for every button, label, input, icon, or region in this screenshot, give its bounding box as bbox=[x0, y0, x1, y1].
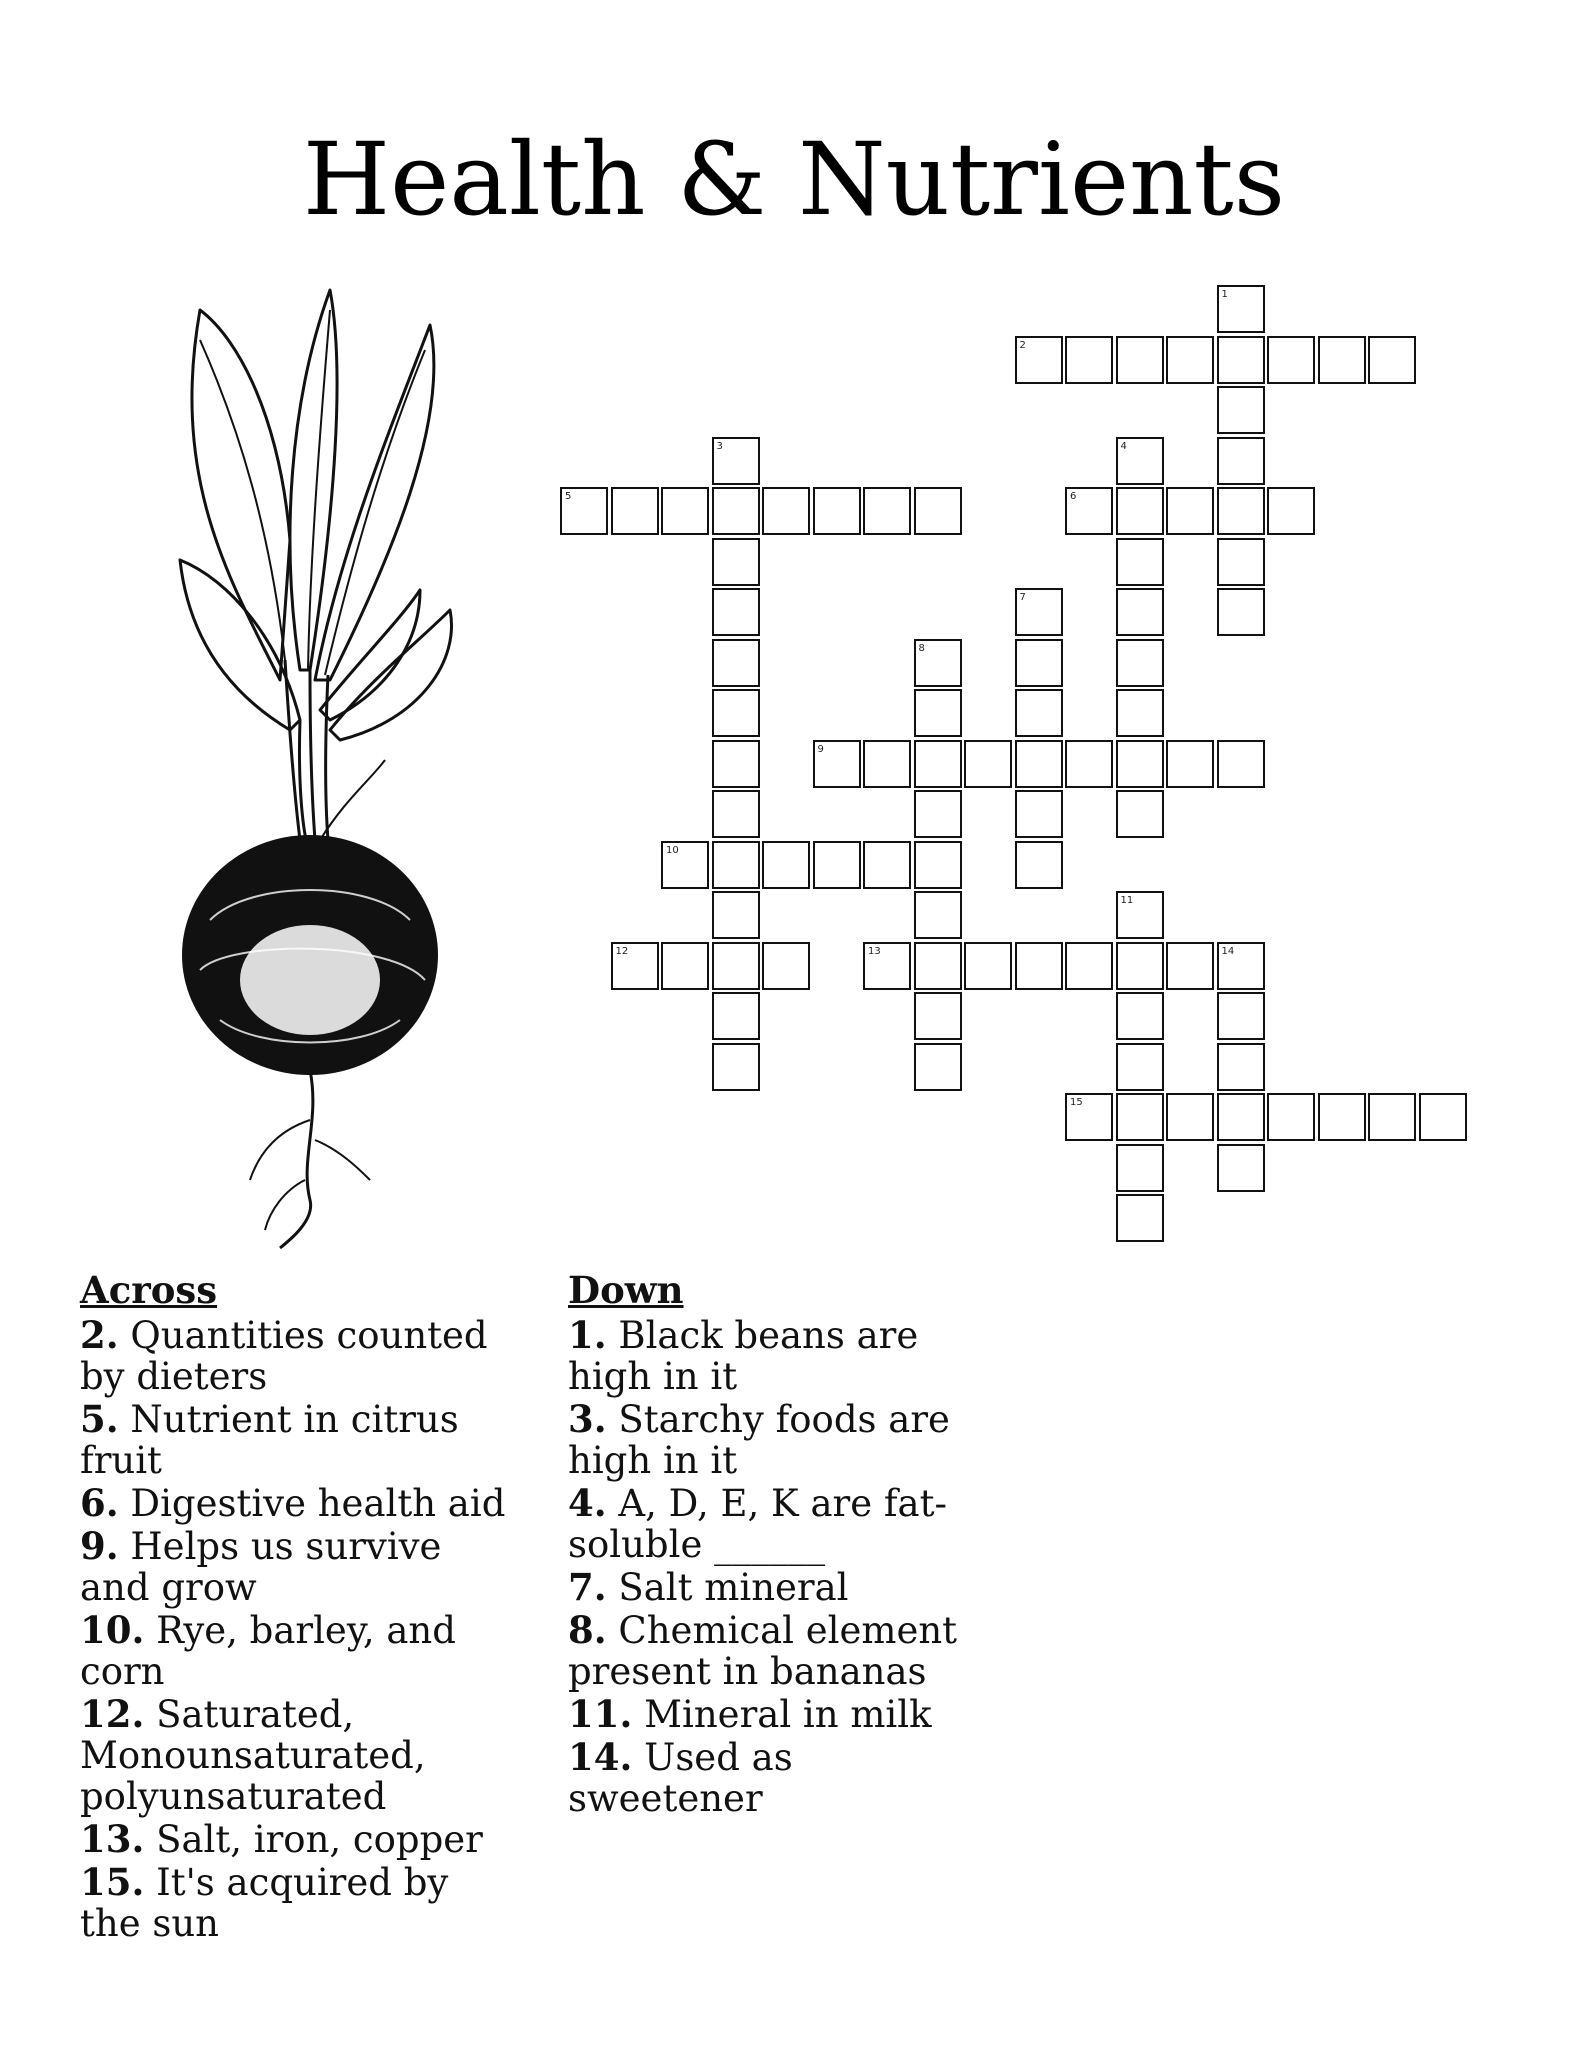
crossword-cell[interactable] bbox=[1065, 336, 1113, 384]
crossword-cell[interactable] bbox=[1217, 487, 1265, 535]
cell-number: 2 bbox=[1019, 339, 1026, 351]
crossword-cell[interactable] bbox=[1116, 538, 1164, 586]
crossword-cell[interactable] bbox=[1015, 841, 1063, 889]
across-clue bbox=[80, 1694, 510, 1817]
crossword-cell[interactable] bbox=[1116, 942, 1164, 990]
clue-number: 14. bbox=[568, 1735, 633, 1779]
crossword-cell[interactable] bbox=[1166, 336, 1214, 384]
crossword-cell[interactable] bbox=[1166, 1093, 1214, 1141]
crossword-cell[interactable] bbox=[762, 841, 810, 889]
clue-number: 5. bbox=[80, 1397, 119, 1441]
clue-number: 12. bbox=[80, 1692, 145, 1736]
cell-number: 9 bbox=[817, 743, 824, 755]
crossword-cell[interactable] bbox=[1318, 1093, 1366, 1141]
across-clue bbox=[80, 1862, 510, 1944]
across-clue bbox=[80, 1315, 510, 1397]
cell-number: 1 bbox=[1221, 289, 1228, 300]
crossword-cell[interactable] bbox=[712, 841, 760, 889]
clue-number: 13. bbox=[80, 1817, 145, 1861]
crossword-cell[interactable] bbox=[661, 942, 709, 990]
crossword-cell[interactable] bbox=[1217, 1144, 1265, 1192]
down-clue bbox=[568, 1567, 998, 1608]
clue-text: Quantities counted by dieters bbox=[80, 1314, 488, 1398]
clue-text: Starchy foods are high in it bbox=[568, 1398, 950, 1482]
clue-text: Saturated, Monounsaturated, polyunsaturated bbox=[80, 1693, 426, 1818]
clue-number: 4. bbox=[568, 1481, 607, 1525]
down-clue bbox=[568, 1737, 998, 1819]
across-clue bbox=[80, 1526, 510, 1608]
cell-number: 3 bbox=[716, 440, 723, 452]
down-clue bbox=[568, 1483, 998, 1565]
clue-text: Used as sweetener bbox=[568, 1736, 793, 1820]
crossword-cell[interactable] bbox=[712, 487, 760, 535]
beet-leaf bbox=[320, 590, 420, 720]
crossword-cell[interactable] bbox=[1368, 336, 1416, 384]
down-clue bbox=[568, 1610, 998, 1692]
crossword-cell[interactable] bbox=[1166, 740, 1214, 788]
crossword-cell[interactable] bbox=[1217, 588, 1265, 636]
crossword-cell[interactable] bbox=[914, 740, 962, 788]
crossword-cell[interactable] bbox=[1217, 437, 1265, 485]
crossword-cell[interactable] bbox=[914, 891, 962, 939]
clue-number: 7. bbox=[568, 1565, 607, 1609]
clue-text: Chemical element present in bananas bbox=[568, 1609, 958, 1693]
down-heading: Down bbox=[568, 1268, 684, 1312]
crossword-cell[interactable] bbox=[762, 487, 810, 535]
crossword-cell[interactable] bbox=[964, 740, 1012, 788]
clue-text: Nutrient in citrus fruit bbox=[80, 1398, 459, 1482]
crossword-cell[interactable] bbox=[1419, 1093, 1467, 1141]
cell-number: 4 bbox=[1120, 440, 1127, 452]
crossword-cell[interactable] bbox=[863, 740, 911, 788]
crossword-cell[interactable] bbox=[1065, 740, 1113, 788]
clue-number: 9. bbox=[80, 1524, 119, 1568]
clue-text: Digestive health aid bbox=[118, 1482, 506, 1525]
crossword-cell[interactable] bbox=[1368, 1093, 1416, 1141]
crossword-cell[interactable] bbox=[661, 487, 709, 535]
across-clue bbox=[80, 1399, 510, 1481]
crossword-grid bbox=[560, 285, 1500, 1245]
crossword-cell[interactable] bbox=[1015, 689, 1063, 737]
down-clue bbox=[568, 1694, 998, 1735]
page-title: Health & Nutrients bbox=[302, 121, 1286, 238]
crossword-cell[interactable] bbox=[914, 841, 962, 889]
crossword-cell[interactable] bbox=[1217, 1043, 1265, 1091]
across-clue bbox=[80, 1483, 510, 1524]
crossword-cell[interactable] bbox=[1116, 689, 1164, 737]
beet-leaf bbox=[192, 310, 290, 680]
crossword-cell[interactable] bbox=[1116, 740, 1164, 788]
cell-number: 11 bbox=[1120, 895, 1134, 906]
clue-number: 1. bbox=[568, 1313, 607, 1357]
clue-text: Salt, iron, copper bbox=[144, 1818, 483, 1861]
down-clue bbox=[568, 1399, 998, 1481]
crossword-cell[interactable] bbox=[1116, 1093, 1164, 1141]
crossword-cell[interactable] bbox=[813, 841, 861, 889]
crossword-cell[interactable] bbox=[914, 992, 962, 1040]
crossword-cell[interactable] bbox=[914, 790, 962, 838]
crossword-cell[interactable] bbox=[914, 1043, 962, 1091]
clue-text: It's acquired by the sun bbox=[80, 1861, 449, 1945]
clue-number: 10. bbox=[80, 1608, 145, 1652]
clue-text: Salt mineral bbox=[606, 1566, 849, 1609]
crossword-cell[interactable] bbox=[1217, 538, 1265, 586]
crossword-cell[interactable] bbox=[1015, 639, 1063, 687]
crossword-cell[interactable] bbox=[1116, 992, 1164, 1040]
crossword-cell[interactable] bbox=[1166, 487, 1214, 535]
cell-number: 5 bbox=[565, 491, 572, 502]
crossword-cell[interactable] bbox=[712, 740, 760, 788]
crossword-cell[interactable] bbox=[1318, 336, 1366, 384]
across-heading: Across bbox=[80, 1268, 218, 1312]
cell-number: 6 bbox=[1070, 491, 1077, 502]
clue-number: 11. bbox=[568, 1692, 633, 1736]
crossword-cell[interactable] bbox=[712, 790, 760, 838]
across-clues bbox=[80, 1270, 510, 1946]
crossword-cell[interactable] bbox=[712, 1043, 760, 1091]
crossword-cell[interactable] bbox=[1015, 740, 1063, 788]
clue-text: Rye, barley, and corn bbox=[80, 1609, 456, 1693]
cell-number: 15 bbox=[1070, 1097, 1083, 1108]
crossword-cell[interactable] bbox=[1217, 1093, 1265, 1141]
crossword-cell[interactable] bbox=[712, 689, 760, 737]
clue-number: 6. bbox=[80, 1481, 119, 1525]
beet-illustration bbox=[170, 280, 470, 1250]
crossword-cell[interactable] bbox=[712, 942, 760, 990]
across-clue bbox=[80, 1819, 510, 1860]
crossword-cell[interactable] bbox=[1217, 386, 1265, 434]
cell-number: 12 bbox=[615, 945, 629, 957]
cell-number: 7 bbox=[1019, 592, 1026, 603]
crossword-cell[interactable] bbox=[1116, 790, 1164, 838]
across-clue bbox=[80, 1610, 510, 1692]
crossword-cell[interactable] bbox=[914, 942, 962, 990]
crossword-cell[interactable] bbox=[914, 689, 962, 737]
crossword-cell[interactable] bbox=[1116, 1043, 1164, 1091]
cell-number: 13 bbox=[868, 945, 881, 957]
crossword-cell[interactable] bbox=[1267, 336, 1315, 384]
crossword-cell[interactable] bbox=[1116, 1194, 1164, 1242]
crossword-cell[interactable] bbox=[611, 487, 659, 535]
cell-number: 14 bbox=[1221, 945, 1235, 957]
clue-number: 2. bbox=[80, 1313, 119, 1357]
crossword-cell[interactable] bbox=[1166, 942, 1214, 990]
clue-text: A, D, E, K are fat-soluble ______ bbox=[568, 1482, 947, 1566]
crossword-cell[interactable] bbox=[712, 538, 760, 586]
crossword-cell[interactable] bbox=[1116, 1144, 1164, 1192]
beet-root bbox=[280, 1070, 313, 1248]
crossword-cell[interactable] bbox=[712, 891, 760, 939]
crossword-cell[interactable] bbox=[1065, 942, 1113, 990]
crossword-cell[interactable] bbox=[1116, 639, 1164, 687]
crossword-cell[interactable] bbox=[863, 841, 911, 889]
crossword-cell[interactable] bbox=[712, 639, 760, 687]
clue-number: 15. bbox=[80, 1860, 145, 1904]
crossword-cell[interactable] bbox=[1217, 992, 1265, 1040]
crossword-cell[interactable] bbox=[1217, 336, 1265, 384]
crossword-cell[interactable] bbox=[1015, 790, 1063, 838]
crossword-cell[interactable] bbox=[813, 487, 861, 535]
crossword-cell[interactable] bbox=[1015, 942, 1063, 990]
crossword-cell[interactable] bbox=[1116, 588, 1164, 636]
crossword-cell[interactable] bbox=[1217, 740, 1265, 788]
crossword-cell[interactable] bbox=[1116, 336, 1164, 384]
clue-text: Mineral in milk bbox=[632, 1693, 932, 1736]
cell-number: 10 bbox=[666, 844, 679, 856]
crossword-cell[interactable] bbox=[762, 942, 810, 990]
crossword-cell[interactable] bbox=[914, 487, 962, 535]
crossword-cell[interactable] bbox=[1116, 487, 1164, 535]
clue-number: 8. bbox=[568, 1608, 607, 1652]
crossword-cell[interactable] bbox=[712, 992, 760, 1040]
down-clue bbox=[568, 1315, 998, 1397]
crossword-cell[interactable] bbox=[1267, 1093, 1315, 1141]
clue-text: Helps us survive and grow bbox=[80, 1525, 442, 1609]
crossword-cell[interactable] bbox=[1267, 487, 1315, 535]
crossword-cell[interactable] bbox=[863, 487, 911, 535]
crossword-cell[interactable] bbox=[964, 942, 1012, 990]
crossword-cell[interactable] bbox=[712, 588, 760, 636]
clue-number: 3. bbox=[568, 1397, 607, 1441]
cell-number: 8 bbox=[918, 642, 925, 654]
down-clues bbox=[568, 1270, 998, 1821]
clue-text: Black beans are high in it bbox=[568, 1314, 919, 1398]
